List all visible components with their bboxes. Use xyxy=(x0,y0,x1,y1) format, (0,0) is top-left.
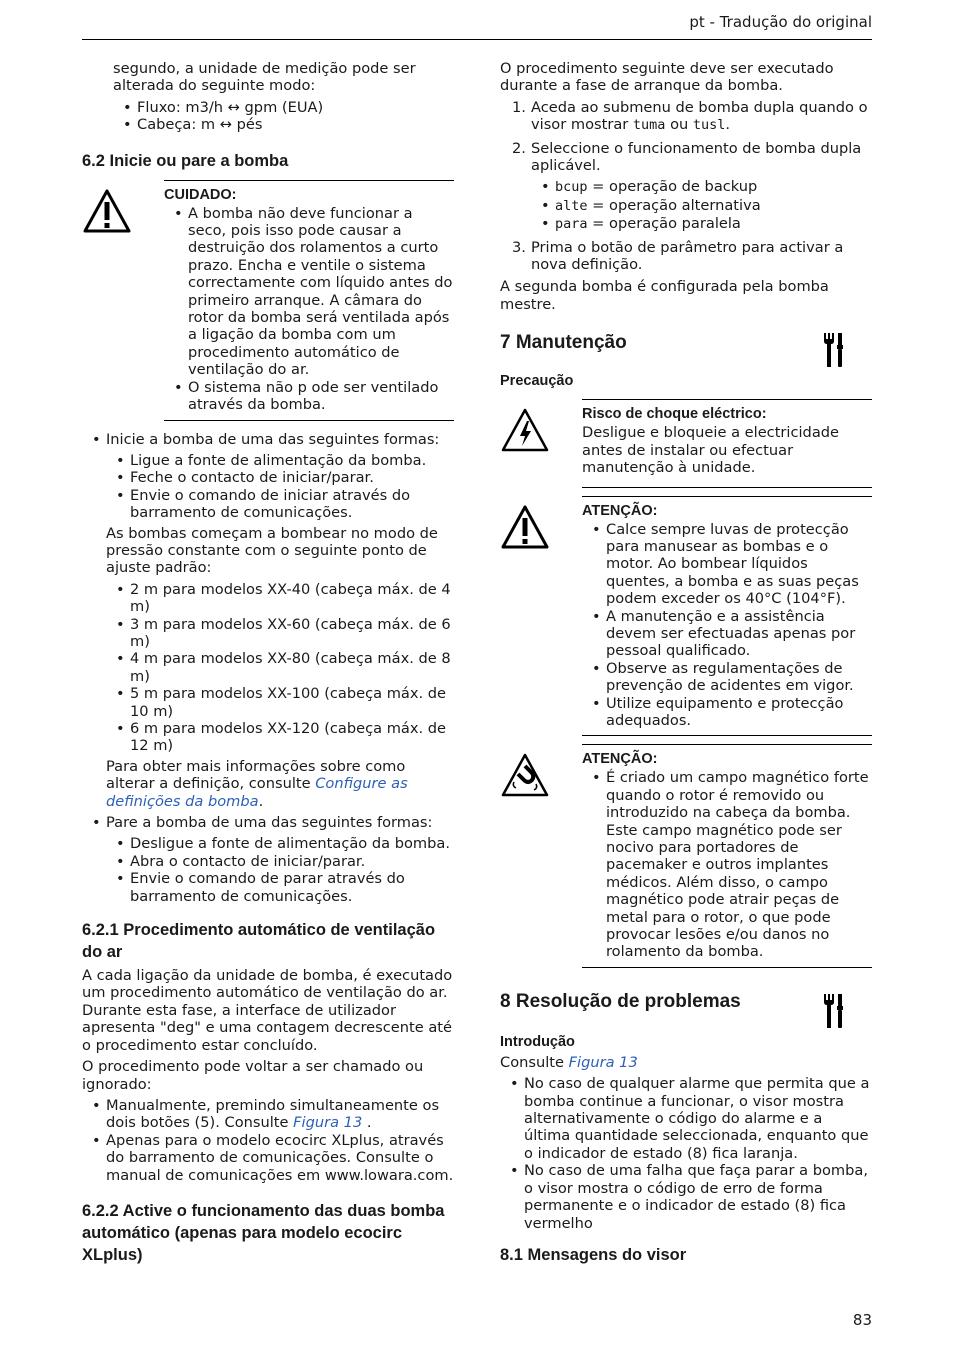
left-column xyxy=(82,60,454,1266)
list-item: 1. Aceda ao submenu de bomba dupla quando o visor mostrar tuma ou tusl. xyxy=(512,98,868,134)
right-column xyxy=(500,60,872,1266)
setpoint-list xyxy=(106,581,454,755)
tools-icon xyxy=(822,331,846,369)
list-item xyxy=(106,814,454,905)
figure-13-link[interactable]: Figura 13 xyxy=(293,1114,363,1132)
electric-hazard-icon xyxy=(500,407,550,453)
section-7-header xyxy=(500,331,872,371)
air-vent-list xyxy=(82,1097,454,1184)
display-code: tusl xyxy=(692,117,726,134)
list-item: • Cabeça: m ↔ pés xyxy=(137,116,454,133)
list-item: • Utilize equipamento e protecção adequados. xyxy=(606,695,872,730)
list-item: • A bomba não deve funcionar a seco, pois isso pode causar a destruição dos rolamentos a curto prazo. Encha e ventile o sistema correctamente com líquido antes do primeiro arranque. A câmara do rotor da bomba será ventilada após a ligação da bomba com um procedimento automático de ventilação do ar. xyxy=(188,205,454,379)
page-number: 83 xyxy=(852,1311,872,1329)
list-item: • A manutenção e a assistência devem ser efectuadas apenas por pessoal qualificado. xyxy=(606,608,872,660)
procedure-intro: O procedimento seguinte deve ser executado durante a fase de arranque da bomba. xyxy=(500,60,834,95)
air-vent-paragraph-2: O procedimento pode voltar a ser chamado ou ignorado: xyxy=(82,1058,424,1093)
list-item: • 3 m para modelos XX-60 (cabeça máx. de 6 m) xyxy=(130,616,454,651)
warning-note-2 xyxy=(500,744,872,967)
list-item: • Ligue a fonte de alimentação da bomba. xyxy=(130,452,454,469)
list-item: • Envie o comando de iniciar através do barramento de comunicações. xyxy=(130,487,454,522)
electric-shock-note xyxy=(500,399,872,487)
warning-2-list xyxy=(582,769,872,960)
list-item: • Fluxo: m3/h ↔ gpm (EUA) xyxy=(137,99,454,116)
caution-list xyxy=(164,205,454,414)
warning-triangle-icon xyxy=(500,504,550,550)
list-item: • No caso de qualquer alarme que permita que a bomba continue a funcionar, o visor mostra alternativamente o código do alarme e a última quantidade seleccionada, enquanto que o indicador de estado (8) fica laranja. xyxy=(524,1075,872,1162)
warning-note-1 xyxy=(500,496,872,737)
troubleshooting-list xyxy=(500,1075,872,1232)
shock-text: Desligue e bloqueie a electricidade antes de instalar ou efectuar manutenção à unidade. xyxy=(582,424,840,477)
list-item: • alte = operação alternativa xyxy=(555,197,872,215)
header-text: pt - Tradução do original xyxy=(689,13,872,31)
stop-sublist xyxy=(106,835,454,905)
list-item: • 2 m para modelos XX-40 (cabeça máx. de 4 m) xyxy=(130,581,454,616)
unit-list xyxy=(82,99,454,134)
warning-1-title: ATENÇÃO: xyxy=(582,502,658,519)
warning-2-title: ATENÇÃO: xyxy=(582,751,658,768)
list-item: • 5 m para modelos XX-100 (cabeça máx. de 10 m) xyxy=(130,685,454,720)
start-paragraph: As bombas começam a bombear no modo de pressão constante com o seguinte ponto de ajuste padrão: xyxy=(106,524,438,577)
list-item: • 4 m para modelos XX-80 (cabeça máx. de 8 m) xyxy=(130,650,454,685)
configure-settings-link[interactable]: Configure as definições da bomba xyxy=(106,775,408,810)
consult-paragraph: Consulte Figura 13 xyxy=(500,1053,638,1071)
list-item: • 6 m para modelos XX-120 (cabeça máx. de 12 m) xyxy=(130,720,454,755)
shock-title: Risco de choque eléctrico: xyxy=(582,406,767,423)
section-8-1-title: 8.1 Mensagens do visor xyxy=(500,1245,687,1264)
introduction-label: Introdução xyxy=(500,1033,575,1050)
list-item: • bcup = operação de backup xyxy=(555,178,872,196)
list-item: • Calce sempre luvas de protecção para manusear as bombas e o motor. Ao bombear líquidos quentes, a bomba e as suas peças podem exceder os 40°C (104°F). xyxy=(606,521,872,608)
list-item: • Observe as regulamentações de prevenção de acidentes em vigor. xyxy=(606,660,872,695)
list-item: • Envie o comando de parar através do barramento de comunicações. xyxy=(130,870,454,905)
magnetic-field-icon xyxy=(500,752,550,798)
start-item-text: Inicie a bomba de uma das seguintes formas: xyxy=(106,430,440,448)
section-8-header xyxy=(500,990,872,1032)
list-item xyxy=(106,431,454,811)
figure-13-link[interactable]: Figura 13 xyxy=(568,1053,638,1071)
air-vent-paragraph: A cada ligação da unidade de bomba, é executado um procedimento automático de ventilação do ar. Durante esta fase, a interface de utilizador apresenta "deg" e uma contagem decrescente até o procedimento estar concluído. xyxy=(82,967,453,1054)
procedure-steps xyxy=(500,99,872,274)
section-6-2-title: 6.2 Inicie ou pare a bomba xyxy=(82,151,289,170)
display-code: alte xyxy=(555,197,588,214)
mode-list xyxy=(531,178,872,233)
tools-icon xyxy=(822,992,846,1030)
list-item: • Manualmente, premindo simultaneamente os dois botões (5). Consulte Figura 13 . xyxy=(106,1097,454,1132)
list-item: • para = operação paralela xyxy=(555,215,872,233)
display-code: tuma xyxy=(632,117,666,134)
section-7-title: 7 Manutenção xyxy=(500,332,627,354)
list-item: • Feche o contacto de iniciar/parar. xyxy=(130,469,454,486)
list-item: • É criado um campo magnético forte quando o rotor é removido ou introduzido na cabeça da bomba. Este campo magnético pode ser nocivo para portadores de pacemaker e outros implantes médicos. Além disso, o campo magnético pode atrair peças de metal para o rotor, o que pode provocar lesões e/ou danos no rolamento da bomba. xyxy=(606,769,872,960)
caution-note xyxy=(82,180,454,421)
section-6-2-1-title: 6.2.1 Procedimento automático de ventilação do ar xyxy=(82,921,436,962)
intro-paragraph: segundo, a unidade de medição pode ser alterada do seguinte modo: xyxy=(113,60,416,95)
second-pump-paragraph: A segunda bomba é configurada pela bomba mestre. xyxy=(500,278,829,313)
display-code: para xyxy=(555,216,588,233)
start-sublist xyxy=(106,452,454,522)
list-item: 2. Seleccione o funcionamento de bomba dupla aplicável. • bcup = operação de backup • alte = operação alternativa • para = operação paralela xyxy=(531,140,872,234)
stop-item-text: Pare a bomba de uma das seguintes formas: xyxy=(106,814,433,832)
section-8-title: 8 Resolução de problemas xyxy=(500,990,741,1012)
precaution-label: Precaução xyxy=(500,373,574,390)
display-code: bcup xyxy=(555,179,588,196)
info-paragraph: Para obter mais informações sobre como alterar a definição, consulte Configure as definições da bomba. xyxy=(106,757,408,810)
warning-1-list xyxy=(582,521,872,730)
list-item: • Desligue a fonte de alimentação da bomba. xyxy=(130,835,454,852)
warning-triangle-icon xyxy=(82,188,132,234)
page-header xyxy=(82,12,872,40)
list-item: • O sistema não p ode ser ventilado através da bomba. xyxy=(188,379,454,414)
section-6-2-2-title: 6.2.2 Active o funcionamento das duas bomba automático (apenas para modelo ecocirc XLplus) xyxy=(82,1201,445,1264)
list-item: • Apenas para o modelo ecocirc XLplus, através do barramento de comunicações. Consulte o manual de comunicações em www.lowara.com. xyxy=(106,1132,454,1184)
list-item: • Abra o contacto de iniciar/parar. xyxy=(130,853,454,870)
start-stop-list xyxy=(82,431,454,906)
caution-title: CUIDADO: xyxy=(164,186,237,203)
list-item: • No caso de uma falha que faça parar a bomba, o visor mostra o código de erro de forma permanente e o indicador de estado (8) fica vermelho xyxy=(524,1162,872,1232)
list-item: 3. Prima o botão de parâmetro para activar a nova definição. xyxy=(512,238,844,274)
